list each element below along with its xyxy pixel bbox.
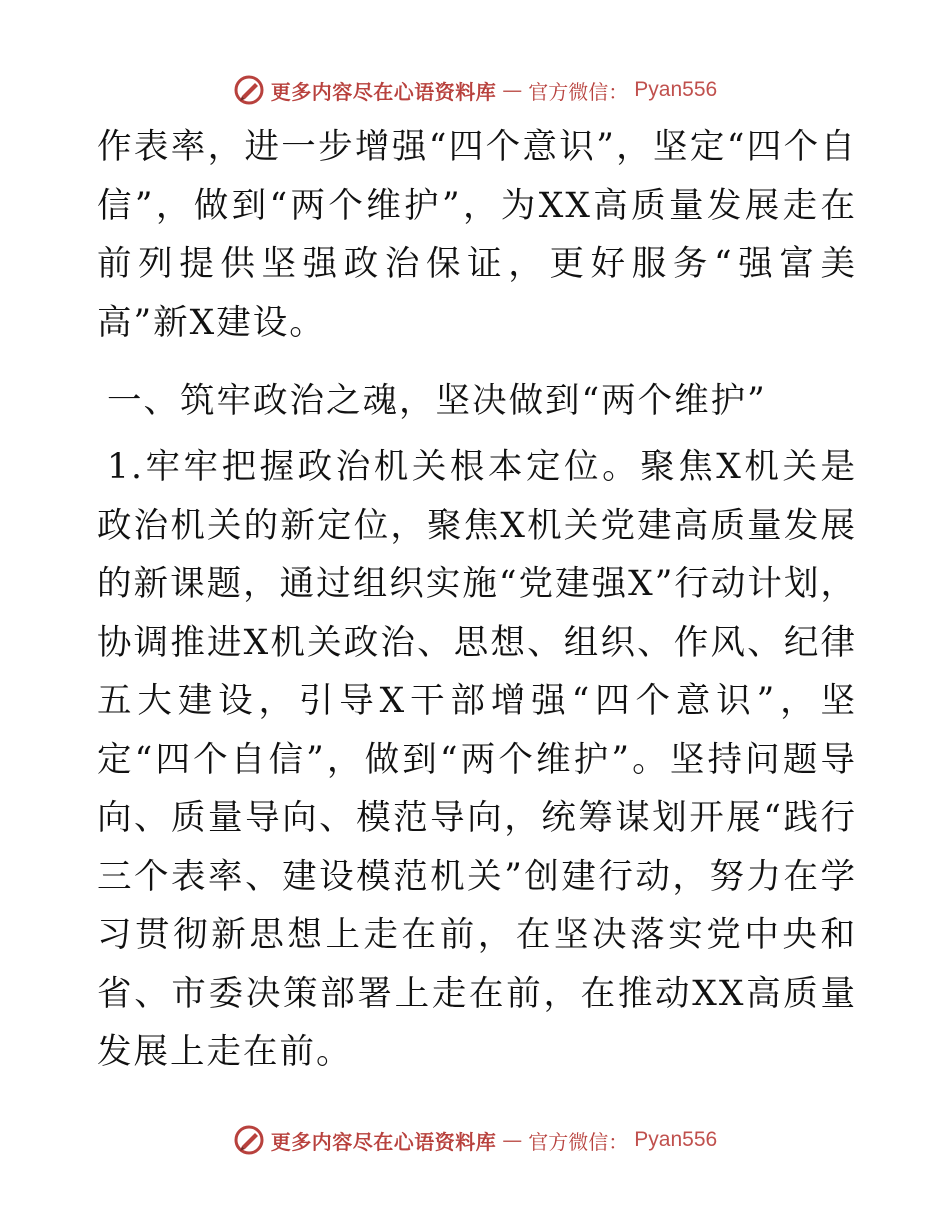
section-heading-1: 一、筑牢政治之魂，坚决做到“两个维护”: [107, 381, 767, 421]
banner-text: 更多内容尽在心语资料库: [270, 79, 497, 104]
pen-logo-icon: [233, 1124, 265, 1156]
banner-wechat-id: Pyan556: [634, 1128, 718, 1151]
pen-logo-icon: [233, 74, 265, 106]
header-banner: [0, 70, 950, 110]
banner-wechat-id: Pyan556: [634, 78, 718, 101]
banner-label: 官方微信：: [528, 1129, 629, 1154]
document-body: [97, 118, 857, 1082]
footer-banner: [0, 1120, 950, 1160]
banner-text: 更多内容尽在心语资料库: [270, 1129, 497, 1154]
banner-separator: —: [502, 78, 523, 102]
paragraph-2: 1.牢牢把握政治机关根本定位。聚焦X机关是政治机关的新定位，聚焦X机关党建高质量发展的新课题，通过组织实施“党建强X”行动计划，协调推进X机关政治、思想、组织、作风、纪律五大建设，引导X干部增强“四个意识”，坚定“四个自信”，做到“两个维护”。坚持问题导向、质量导向、模范导向，统筹谋划开展“践行三个表率、建设模范机关”创建行动，努力在学习贯彻新思想上走在前，在坚决落实党中央和省、市委决策部署上走在前，在推动XX高质量发展上走在前。: [97, 447, 857, 1072]
banner-separator: —: [502, 1128, 523, 1152]
banner-label: 官方微信：: [528, 79, 629, 104]
paragraph-1: 作表率，进一步增强“四个意识”，坚定“四个自信”，做到“两个维护”，为XX高质量发展走在前列提供坚强政治保证，更好服务“强富美高”新X建设。: [97, 127, 857, 343]
